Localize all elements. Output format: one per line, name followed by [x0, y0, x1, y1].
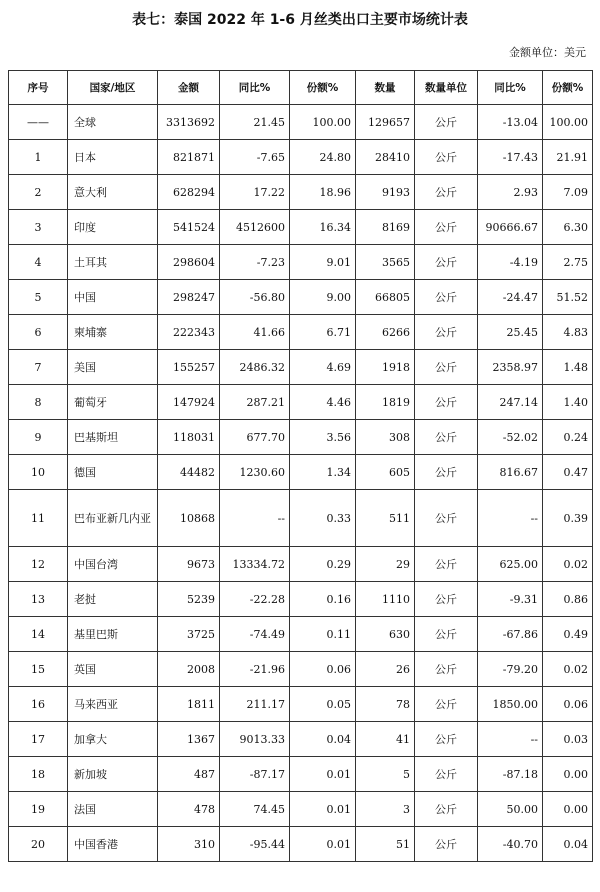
- cell-amount-yoy: 13334.72: [220, 547, 290, 582]
- cell-index: 20: [9, 827, 68, 862]
- cell-quantity: 1918: [356, 350, 415, 385]
- cell-amount: 5239: [158, 582, 220, 617]
- cell-quantity: 605: [356, 455, 415, 490]
- cell-country: 马来西亚: [68, 687, 158, 722]
- cell-amount: 1811: [158, 687, 220, 722]
- currency-unit-note: 金额单位：美元: [509, 46, 586, 59]
- cell-amount-yoy: -7.65: [220, 140, 290, 175]
- cell-quantity-yoy: -67.86: [478, 617, 543, 652]
- cell-index: 7: [9, 350, 68, 385]
- cell-amount-yoy: 17.22: [220, 175, 290, 210]
- cell-country: 意大利: [68, 175, 158, 210]
- cell-amount-share: 0.01: [290, 757, 356, 792]
- table-row: [9, 547, 593, 582]
- cell-quantity-share: 0.00: [543, 792, 593, 827]
- cell-quantity-share: 0.00: [543, 757, 593, 792]
- cell-quantity-share: 0.49: [543, 617, 593, 652]
- cell-amount: 478: [158, 792, 220, 827]
- table-row: [9, 210, 593, 245]
- cell-amount-share: 1.34: [290, 455, 356, 490]
- cell-quantity-unit: 公斤: [415, 652, 478, 687]
- header-quantity-yoy: 同比%: [478, 71, 543, 105]
- cell-country: 巴布亚新几内亚: [68, 490, 158, 547]
- cell-amount-share: 100.00: [290, 105, 356, 140]
- cell-quantity-yoy: 25.45: [478, 315, 543, 350]
- cell-amount-yoy: 677.70: [220, 420, 290, 455]
- cell-amount-share: 0.05: [290, 687, 356, 722]
- cell-quantity-yoy: -40.70: [478, 827, 543, 862]
- table-row: [9, 582, 593, 617]
- cell-quantity-yoy: --: [478, 722, 543, 757]
- table-row: [9, 280, 593, 315]
- cell-index: 10: [9, 455, 68, 490]
- cell-amount-share: 9.01: [290, 245, 356, 280]
- cell-index: 3: [9, 210, 68, 245]
- cell-quantity: 129657: [356, 105, 415, 140]
- cell-quantity-share: 21.91: [543, 140, 593, 175]
- cell-quantity-share: 0.03: [543, 722, 593, 757]
- cell-quantity: 41: [356, 722, 415, 757]
- cell-country: 葡萄牙: [68, 385, 158, 420]
- cell-quantity-unit: 公斤: [415, 722, 478, 757]
- cell-amount-share: 24.80: [290, 140, 356, 175]
- cell-quantity: 26: [356, 652, 415, 687]
- cell-country: 老挝: [68, 582, 158, 617]
- cell-quantity: 29: [356, 547, 415, 582]
- cell-quantity-yoy: -4.19: [478, 245, 543, 280]
- cell-quantity-share: 1.40: [543, 385, 593, 420]
- cell-quantity: 6266: [356, 315, 415, 350]
- cell-quantity-yoy: 90666.67: [478, 210, 543, 245]
- cell-amount: 487: [158, 757, 220, 792]
- cell-amount-yoy: -56.80: [220, 280, 290, 315]
- cell-index: 19: [9, 792, 68, 827]
- cell-amount: 10868: [158, 490, 220, 547]
- cell-quantity: 1819: [356, 385, 415, 420]
- cell-amount: 1367: [158, 722, 220, 757]
- cell-country: 中国香港: [68, 827, 158, 862]
- cell-quantity-share: 2.75: [543, 245, 593, 280]
- cell-country: 巴基斯坦: [68, 420, 158, 455]
- cell-index: ——: [9, 105, 68, 140]
- cell-quantity-unit: 公斤: [415, 315, 478, 350]
- cell-quantity: 78: [356, 687, 415, 722]
- cell-index: 16: [9, 687, 68, 722]
- cell-quantity-unit: 公斤: [415, 210, 478, 245]
- cell-amount-share: 0.16: [290, 582, 356, 617]
- cell-quantity-unit: 公斤: [415, 350, 478, 385]
- cell-amount: 310: [158, 827, 220, 862]
- cell-amount: 2008: [158, 652, 220, 687]
- cell-quantity: 5: [356, 757, 415, 792]
- cell-quantity-share: 0.86: [543, 582, 593, 617]
- cell-quantity-share: 0.04: [543, 827, 593, 862]
- header-amount: 金额: [158, 71, 220, 105]
- cell-quantity-unit: 公斤: [415, 245, 478, 280]
- cell-quantity: 511: [356, 490, 415, 547]
- table-row: [9, 350, 593, 385]
- cell-amount: 118031: [158, 420, 220, 455]
- table-row: [9, 792, 593, 827]
- cell-amount-share: 16.34: [290, 210, 356, 245]
- cell-quantity-share: 51.52: [543, 280, 593, 315]
- table-row: [9, 652, 593, 687]
- cell-amount-yoy: 211.17: [220, 687, 290, 722]
- cell-quantity: 3565: [356, 245, 415, 280]
- cell-quantity-yoy: -87.18: [478, 757, 543, 792]
- cell-index: 12: [9, 547, 68, 582]
- cell-amount-share: 3.56: [290, 420, 356, 455]
- cell-country: 加拿大: [68, 722, 158, 757]
- cell-amount-share: 0.33: [290, 490, 356, 547]
- cell-quantity: 3: [356, 792, 415, 827]
- cell-amount: 628294: [158, 175, 220, 210]
- cell-quantity-unit: 公斤: [415, 385, 478, 420]
- cell-amount: 298604: [158, 245, 220, 280]
- cell-quantity-share: 100.00: [543, 105, 593, 140]
- cell-index: 17: [9, 722, 68, 757]
- cell-amount: 222343: [158, 315, 220, 350]
- cell-amount-share: 0.29: [290, 547, 356, 582]
- cell-amount-yoy: -22.28: [220, 582, 290, 617]
- cell-quantity-unit: 公斤: [415, 175, 478, 210]
- table-row: [9, 757, 593, 792]
- cell-amount: 3313692: [158, 105, 220, 140]
- cell-country: 全球: [68, 105, 158, 140]
- cell-quantity: 66805: [356, 280, 415, 315]
- table-row: [9, 687, 593, 722]
- table-row: [9, 617, 593, 652]
- cell-country: 柬埔寨: [68, 315, 158, 350]
- table-row: [9, 245, 593, 280]
- cell-amount-yoy: 21.45: [220, 105, 290, 140]
- cell-quantity-unit: 公斤: [415, 280, 478, 315]
- cell-amount-yoy: 1230.60: [220, 455, 290, 490]
- cell-quantity-share: 0.02: [543, 547, 593, 582]
- header-index: 序号: [9, 71, 68, 105]
- cell-index: 15: [9, 652, 68, 687]
- cell-amount-share: 0.06: [290, 652, 356, 687]
- cell-country: 基里巴斯: [68, 617, 158, 652]
- cell-quantity-share: 1.48: [543, 350, 593, 385]
- cell-index: 13: [9, 582, 68, 617]
- cell-quantity-share: 0.47: [543, 455, 593, 490]
- cell-index: 8: [9, 385, 68, 420]
- cell-quantity: 8169: [356, 210, 415, 245]
- cell-quantity-yoy: 2358.97: [478, 350, 543, 385]
- cell-quantity-yoy: 247.14: [478, 385, 543, 420]
- cell-index: 14: [9, 617, 68, 652]
- cell-quantity-yoy: 50.00: [478, 792, 543, 827]
- cell-amount-yoy: -95.44: [220, 827, 290, 862]
- table-row: [9, 490, 593, 547]
- cell-index: 2: [9, 175, 68, 210]
- cell-amount-share: 0.01: [290, 792, 356, 827]
- cell-amount-share: 0.01: [290, 827, 356, 862]
- table-row: [9, 455, 593, 490]
- header-amount-share: 份额%: [290, 71, 356, 105]
- cell-amount-yoy: -74.49: [220, 617, 290, 652]
- cell-quantity-unit: 公斤: [415, 687, 478, 722]
- cell-amount: 147924: [158, 385, 220, 420]
- cell-amount-yoy: -87.17: [220, 757, 290, 792]
- cell-quantity-unit: 公斤: [415, 827, 478, 862]
- cell-quantity-share: 7.09: [543, 175, 593, 210]
- cell-country: 美国: [68, 350, 158, 385]
- table-header-row: [9, 71, 593, 105]
- table-row: [9, 175, 593, 210]
- table-row: [9, 315, 593, 350]
- cell-amount-share: 4.46: [290, 385, 356, 420]
- cell-quantity-yoy: -9.31: [478, 582, 543, 617]
- cell-quantity-yoy: -13.04: [478, 105, 543, 140]
- cell-amount: 821871: [158, 140, 220, 175]
- table-row: [9, 140, 593, 175]
- cell-quantity: 51: [356, 827, 415, 862]
- cell-country: 新加坡: [68, 757, 158, 792]
- cell-quantity-yoy: -24.47: [478, 280, 543, 315]
- cell-quantity-unit: 公斤: [415, 757, 478, 792]
- header-quantity-unit: 数量单位: [415, 71, 478, 105]
- cell-quantity-unit: 公斤: [415, 490, 478, 547]
- cell-quantity-unit: 公斤: [415, 582, 478, 617]
- cell-amount-yoy: 4512600: [220, 210, 290, 245]
- cell-amount-yoy: 9013.33: [220, 722, 290, 757]
- cell-country: 土耳其: [68, 245, 158, 280]
- cell-quantity-share: 0.06: [543, 687, 593, 722]
- cell-quantity-yoy: 625.00: [478, 547, 543, 582]
- cell-country: 印度: [68, 210, 158, 245]
- cell-amount: 155257: [158, 350, 220, 385]
- cell-quantity-unit: 公斤: [415, 420, 478, 455]
- cell-quantity-yoy: 816.67: [478, 455, 543, 490]
- header-quantity: 数量: [356, 71, 415, 105]
- cell-amount-share: 0.04: [290, 722, 356, 757]
- header-amount-yoy: 同比%: [220, 71, 290, 105]
- table-row: [9, 827, 593, 862]
- cell-quantity-share: 0.24: [543, 420, 593, 455]
- cell-quantity-yoy: -17.43: [478, 140, 543, 175]
- cell-quantity: 630: [356, 617, 415, 652]
- header-quantity-share: 份额%: [543, 71, 593, 105]
- table-row: [9, 385, 593, 420]
- cell-amount-yoy: 74.45: [220, 792, 290, 827]
- cell-index: 1: [9, 140, 68, 175]
- cell-country: 英国: [68, 652, 158, 687]
- header-country: 国家/地区: [68, 71, 158, 105]
- cell-quantity-yoy: --: [478, 490, 543, 547]
- cell-amount: 541524: [158, 210, 220, 245]
- cell-quantity-yoy: -79.20: [478, 652, 543, 687]
- table-row: [9, 420, 593, 455]
- cell-quantity-unit: 公斤: [415, 455, 478, 490]
- cell-quantity-share: 0.02: [543, 652, 593, 687]
- cell-index: 11: [9, 490, 68, 547]
- cell-country: 日本: [68, 140, 158, 175]
- cell-amount-share: 4.69: [290, 350, 356, 385]
- cell-quantity-unit: 公斤: [415, 105, 478, 140]
- cell-amount-yoy: --: [220, 490, 290, 547]
- cell-amount-share: 6.71: [290, 315, 356, 350]
- cell-amount-share: 9.00: [290, 280, 356, 315]
- cell-quantity: 9193: [356, 175, 415, 210]
- cell-quantity-yoy: 2.93: [478, 175, 543, 210]
- cell-country: 德国: [68, 455, 158, 490]
- cell-country: 中国: [68, 280, 158, 315]
- cell-index: 5: [9, 280, 68, 315]
- cell-amount: 44482: [158, 455, 220, 490]
- cell-amount: 298247: [158, 280, 220, 315]
- cell-index: 6: [9, 315, 68, 350]
- cell-quantity-yoy: 1850.00: [478, 687, 543, 722]
- cell-quantity: 308: [356, 420, 415, 455]
- cell-quantity-unit: 公斤: [415, 792, 478, 827]
- cell-amount: 9673: [158, 547, 220, 582]
- cell-amount-yoy: 41.66: [220, 315, 290, 350]
- table-title: 表七：泰国 2022 年 1-6 月丝类出口主要市场统计表: [132, 12, 468, 28]
- cell-quantity-unit: 公斤: [415, 547, 478, 582]
- cell-index: 9: [9, 420, 68, 455]
- cell-index: 4: [9, 245, 68, 280]
- cell-amount-yoy: -21.96: [220, 652, 290, 687]
- cell-amount-yoy: -7.23: [220, 245, 290, 280]
- table-row: [9, 722, 593, 757]
- cell-quantity: 1110: [356, 582, 415, 617]
- cell-amount-yoy: 2486.32: [220, 350, 290, 385]
- cell-amount-share: 0.11: [290, 617, 356, 652]
- cell-quantity-share: 6.30: [543, 210, 593, 245]
- cell-quantity-unit: 公斤: [415, 617, 478, 652]
- cell-quantity-yoy: -52.02: [478, 420, 543, 455]
- cell-amount: 3725: [158, 617, 220, 652]
- table-row: [9, 105, 593, 140]
- cell-quantity-unit: 公斤: [415, 140, 478, 175]
- cell-amount-yoy: 287.21: [220, 385, 290, 420]
- cell-index: 18: [9, 757, 68, 792]
- cell-amount-share: 18.96: [290, 175, 356, 210]
- export-market-table: [8, 70, 593, 862]
- cell-country: 中国台湾: [68, 547, 158, 582]
- cell-quantity: 28410: [356, 140, 415, 175]
- cell-country: 法国: [68, 792, 158, 827]
- cell-quantity-share: 4.83: [543, 315, 593, 350]
- cell-quantity-share: 0.39: [543, 490, 593, 547]
